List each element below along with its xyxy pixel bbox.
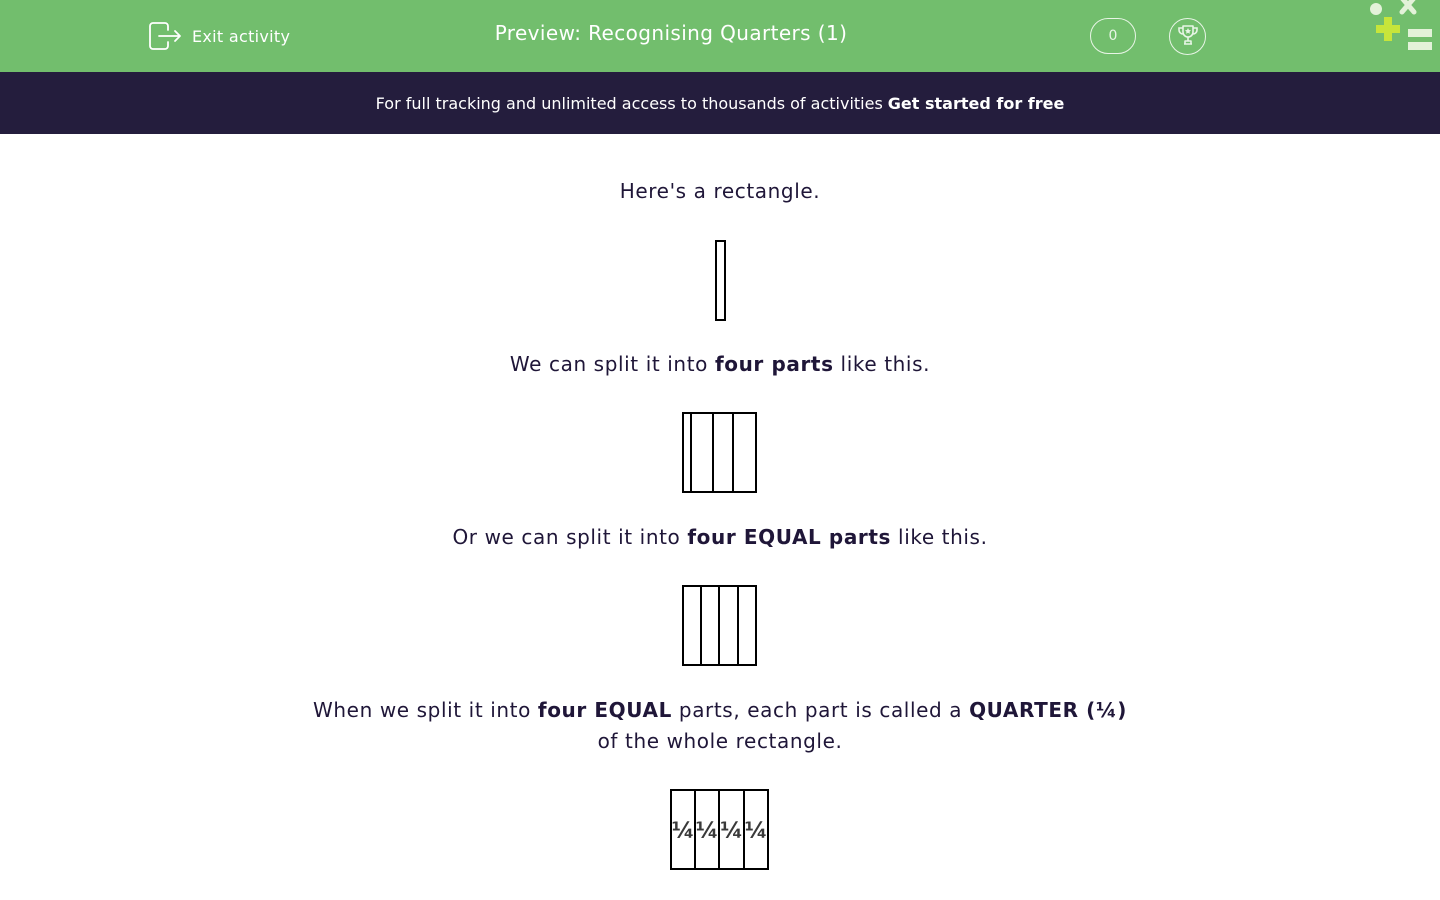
rectangle-equal-parts <box>682 585 758 666</box>
quarter-def-pre: When we split it into <box>313 698 538 722</box>
equal-parts-bold: four EQUAL parts <box>687 525 892 549</box>
quarter-definition-text <box>0 698 1440 722</box>
four-parts-pre: We can split it into <box>509 352 715 376</box>
banner-text: For full tracking and unlimited access to thousands of activities <box>375 93 883 113</box>
quarter-label-2: ¼ <box>695 819 719 844</box>
exit-activity-button[interactable] <box>148 19 290 53</box>
equal-parts-post: like this. <box>891 525 988 549</box>
activity-title: Preview: Recognising Quarters (1) <box>494 21 848 45</box>
quarter-label-1: ¼ <box>671 819 695 844</box>
quarter-definition-text-line2: of the whole rectangle. <box>597 729 843 753</box>
quarter-label-4: ¼ <box>744 819 768 844</box>
equal-parts-text <box>0 525 1440 549</box>
four-parts-post: like this. <box>833 352 931 376</box>
top-bar <box>0 0 1440 72</box>
get-started-link[interactable]: Get started for free <box>887 93 1065 113</box>
quarter-label-3: ¼ <box>720 819 743 844</box>
quarter-def-bold2: QUARTER (¼) <box>969 698 1127 722</box>
equal-parts-pre: Or we can split it into <box>452 525 688 549</box>
rectangle-quarters-labelled <box>670 789 770 870</box>
maths-symbols-logo <box>1366 0 1440 60</box>
exit-icon <box>148 21 182 51</box>
quarter-def-mid: parts, each part is called a <box>671 698 970 722</box>
rectangle-unequal-parts <box>682 412 758 493</box>
trophy-icon <box>1176 23 1200 51</box>
four-parts-text <box>0 352 1440 376</box>
score-counter: 0 <box>1090 18 1136 54</box>
signup-banner <box>0 72 1440 134</box>
trophy-button[interactable] <box>1169 18 1206 55</box>
intro-text: Here's a rectangle. <box>619 179 821 203</box>
quarter-def-bold1: four EQUAL <box>537 698 672 722</box>
exit-label: Exit activity <box>192 26 291 46</box>
four-parts-bold: four parts <box>714 352 834 376</box>
rectangle-whole <box>715 240 726 321</box>
